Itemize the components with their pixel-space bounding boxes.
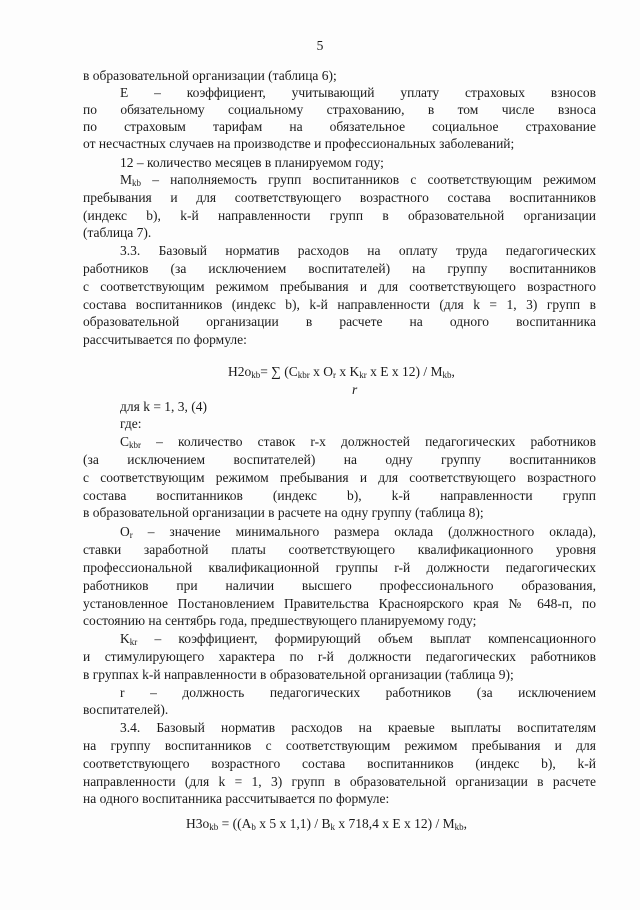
text-line: (за исключением воспитателей) на одну группу воспитанников [83,452,596,467]
formula-h2o: $H2o_{kb}=$ ∑ ($C_{kbr}$ x $O_r$ x $K_{kr}$ x E x $12) / M_{kb}$, [228,364,455,380]
text-line: в группах k-й направленности в образовательной организации (таблица 9); [83,667,514,682]
text-line: рассчитывается по формуле: [83,332,247,347]
formula-h3o: $H3o_{kb} = ((A_b$ x 5 x $1,1) / B_k$ x 718,4 x E x $12) / M_{kb}$, [186,816,467,832]
text-line: 3.3. Базовый норматив расходов на оплату труда педагогических [120,243,596,258]
text-line: профессиональной квалификационной группы r-й должности педагогических [83,560,596,575]
text-line: пребывания и для соответствующего возрастного состава воспитанников [83,190,596,205]
text-line: работников (за исключением воспитателей) на группу воспитанников [83,261,596,276]
text-line: r – должность педагогических работников (за исключением [120,685,596,700]
text-line: на группу воспитанников с соответствующим режимом пребывания и для [83,738,596,753]
text-line: в образовательной организации (таблица 6); [83,68,337,83]
text-line: где: [120,416,142,431]
text-line: и стимулирующего характера по r-й должности педагогических работников [83,649,596,664]
text-line: состава воспитанников (индекс b), k-й направленности групп [83,488,596,503]
text-line: по страховым тарифам на обязательное социальное страхование [83,119,596,134]
text-line: ставки заработной платы соответствующего квалификационного уровня [83,542,596,557]
text-line: $O_r$ – значение минимального размера оклада (должностного оклада), [120,524,596,540]
text-line: по обязательному социальному страхованию, в том числе взноса [83,102,596,117]
text-line: направленности (для k = 1, 3) групп в образовательной организации в расчете [83,774,596,789]
text-line: соответствующего возрастного состава воспитанников (индекс b), k-й [83,756,596,771]
text-line: состава воспитанников (индекс b), k-й направленности (для k = 1, 3) групп в [83,297,596,312]
formula-sum-index: r [352,382,358,397]
text-line: (таблица 7). [83,225,152,240]
text-line: с соответствующим режимом пребывания и для соответствующего возрастного [83,279,596,294]
text-line: работников при наличии высшего профессионального образования, [83,578,596,593]
text-line: 12 – количество месяцев в планируемом году; [120,155,384,170]
text-line: от несчастных случаев на производстве и профессиональных заболеваний; [83,136,515,151]
text-line: для k = 1, 3, (4) [120,399,208,414]
text-line: установленное Постановлением Правительства Красноярского края № 648-п, по [83,596,596,611]
page-number: 5 [316,38,324,53]
text-line: воспитателей). [83,702,169,717]
text-line: 3.4. Базовый норматив расходов на краевые выплаты воспитателям [120,720,596,735]
text-line: с соответствующим режимом пребывания и для соответствующего возрастного [83,470,596,485]
text-line: на одного воспитанника рассчитывается по формуле: [83,791,390,806]
text-line: в образовательной организации в расчете на одну группу (таблица 8); [83,505,484,520]
text-line: (индекс b), k-й направленности групп в образовательной организации [83,208,596,223]
text-line: E – коэффициент, учитывающий уплату страховых взносов [120,85,596,100]
text-line: $M_{kb}$ – наполняемость групп воспитанников с соответствующим режимом [120,172,596,188]
text-line: $K_{kr}$ – коэффициент, формирующий объем выплат компенсационного [120,631,596,647]
text-line: состоянию на сентябрь года, предшествующего планируемому году; [83,613,477,628]
text-line: образовательной организации в расчете на одного воспитанника [83,314,596,329]
text-line: $C_{kbr}$ – количество ставок r-х должностей педагогических работников [120,434,596,450]
